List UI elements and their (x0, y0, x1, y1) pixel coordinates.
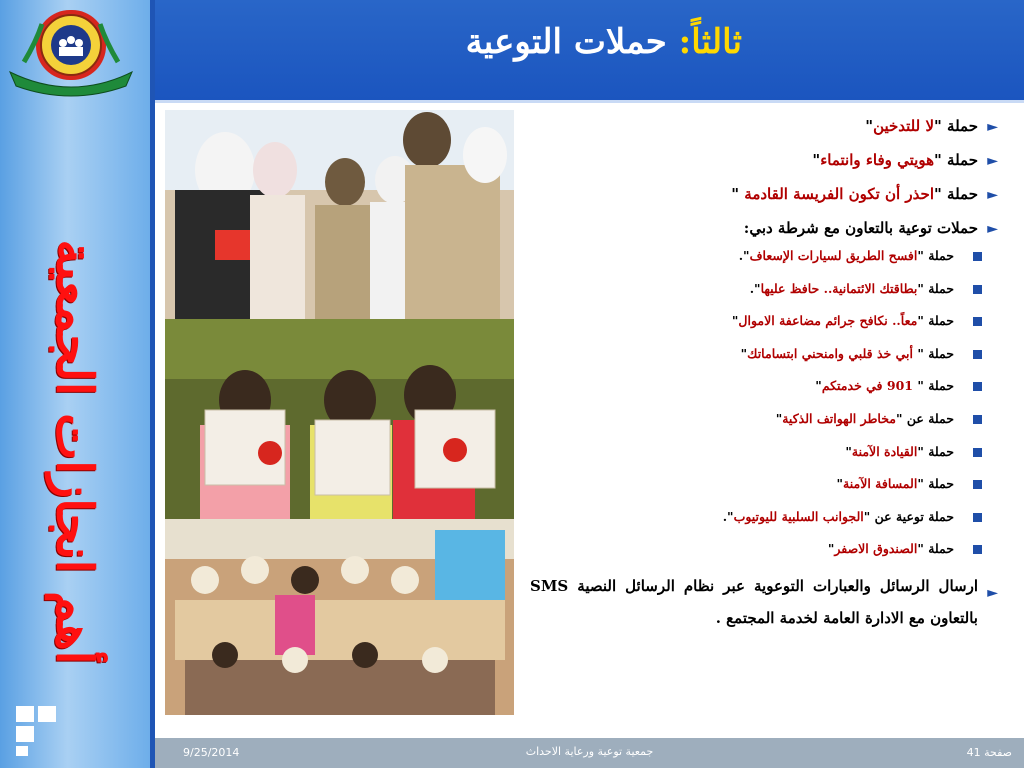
item-highlight: هويتي وفاء وانتماء (820, 151, 934, 169)
item-prefix: حملة " (934, 117, 978, 135)
sub-item-suffix: ". (722, 508, 734, 524)
sub-item-prefix: حملة " (917, 280, 954, 296)
sub-item-suffix: " (827, 541, 835, 557)
square-bullet-icon (973, 480, 982, 489)
list-item (530, 150, 1000, 170)
campaign-list (530, 116, 1000, 648)
list-item (530, 570, 1000, 634)
list-item (530, 184, 1000, 204)
arrow-bullet-icon: ► (987, 153, 998, 169)
title-highlight: ثالثاً: (678, 22, 742, 62)
sub-item-prefix: حملة " (917, 443, 954, 459)
sub-item-prefix: حملة " (917, 541, 954, 557)
sub-item-suffix: " (845, 443, 852, 459)
sub-list-item (530, 411, 1000, 427)
sub-item-highlight: معاً.. نكافح جرائم مضاعفة الاموال (738, 313, 918, 329)
square-bullet-icon (973, 252, 982, 261)
sub-item-highlight: الجوانب السلبية لليوتيوب (733, 508, 864, 524)
sub-item-prefix: حملة عن " (896, 410, 954, 426)
sub-item-prefix: حملة توعية عن " (863, 508, 954, 524)
item-prefix: حملة " (934, 151, 978, 169)
sidebar-divider (150, 0, 155, 768)
sub-item-suffix: " (775, 410, 783, 426)
sub-list-item (530, 444, 1000, 460)
sub-item-prefix: حملة " (917, 476, 954, 492)
arrow-bullet-icon: ► (987, 584, 998, 601)
sub-item-highlight: أبي خذ قلبي وامنحني ابتساماتك (747, 345, 913, 361)
sub-list-item (530, 509, 1000, 525)
sub-item-suffix: " (740, 345, 748, 361)
slide-footer (155, 738, 1024, 768)
sub-item-suffix: " (815, 378, 822, 394)
list-item (530, 116, 1000, 136)
item-suffix: " (812, 151, 821, 169)
square-bullet-icon (973, 317, 982, 326)
vertical-section-title: أهم انجازات الجمعية (45, 239, 105, 665)
sub-item-suffix: ". (738, 248, 750, 263)
sub-item-highlight: افسح الطريق لسيارات الإسعاف (749, 248, 918, 263)
arrow-bullet-icon: ► (987, 119, 998, 135)
sub-item-highlight: القيادة الآمنة (851, 443, 918, 459)
sms-item-text: ارسال الرسائل والعبارات التوعوية عبر نظام الرسائل النصية SMS بالتعاون مع الادارة العامة لخدمة المجتمع . (530, 576, 978, 627)
page-label: صفحة (984, 746, 1012, 759)
sub-item-highlight: الصندوق الاصفر (834, 541, 918, 557)
sub-list-item (530, 346, 1000, 362)
item-prefix: حملات توعية بالتعاون مع شرطة دبي: (743, 219, 978, 237)
sub-list-item (530, 313, 1000, 329)
slide-title (466, 22, 742, 62)
square-bullet-icon (973, 545, 982, 554)
item-highlight: احذر أن تكون الفريسة القادمة (744, 185, 934, 203)
footer-page (967, 746, 1012, 759)
list-item (530, 218, 1000, 238)
sub-list-item (530, 541, 1000, 557)
square-bullet-icon (973, 513, 982, 522)
sub-item-highlight: بطاقتك الائتمانية.. حافظ عليها (760, 280, 918, 296)
sub-item-suffix: " (836, 476, 844, 492)
square-bullet-icon (973, 382, 982, 391)
square-bullet-icon (973, 285, 982, 294)
square-bullet-icon (973, 350, 982, 359)
photo-collage (165, 110, 514, 715)
header-underline (155, 100, 1024, 103)
sub-item-prefix: حملة " (917, 248, 954, 263)
item-suffix: " (865, 117, 874, 135)
decorative-squares-icon (16, 706, 62, 756)
organization-logo (6, 2, 136, 98)
sub-list-item (530, 248, 1000, 264)
sub-item-suffix: ". (749, 280, 761, 296)
sub-item-highlight: مخاطر الهواتف الذكية (782, 410, 897, 426)
sub-list-item (530, 281, 1000, 297)
page-number: 41 (966, 746, 981, 759)
title-text: حملات التوعية (465, 22, 667, 62)
sub-item-prefix: حملة " (912, 378, 954, 394)
sub-item-prefix: حملة " (917, 313, 954, 329)
item-prefix: حملة " (934, 185, 978, 203)
sub-item-highlight: المسافة الآمنة (843, 476, 918, 492)
footer-date: 9/25/2014 (183, 746, 240, 759)
square-bullet-icon (973, 415, 982, 424)
sub-list-item (530, 476, 1000, 492)
square-bullet-icon (973, 448, 982, 457)
sub-item-prefix: حملة " (912, 345, 954, 361)
item-suffix: " (731, 185, 745, 203)
footer-organization: جمعية توعية ورعاية الاحداث (525, 745, 654, 758)
sub-item-highlight: 901 في خدمتكم (821, 378, 913, 394)
arrow-bullet-icon: ► (987, 187, 998, 203)
item-highlight: لا للتدخين (873, 117, 934, 135)
sub-item-suffix: " (731, 313, 739, 329)
arrow-bullet-icon: ► (987, 221, 998, 237)
sub-list-item (530, 378, 1000, 394)
